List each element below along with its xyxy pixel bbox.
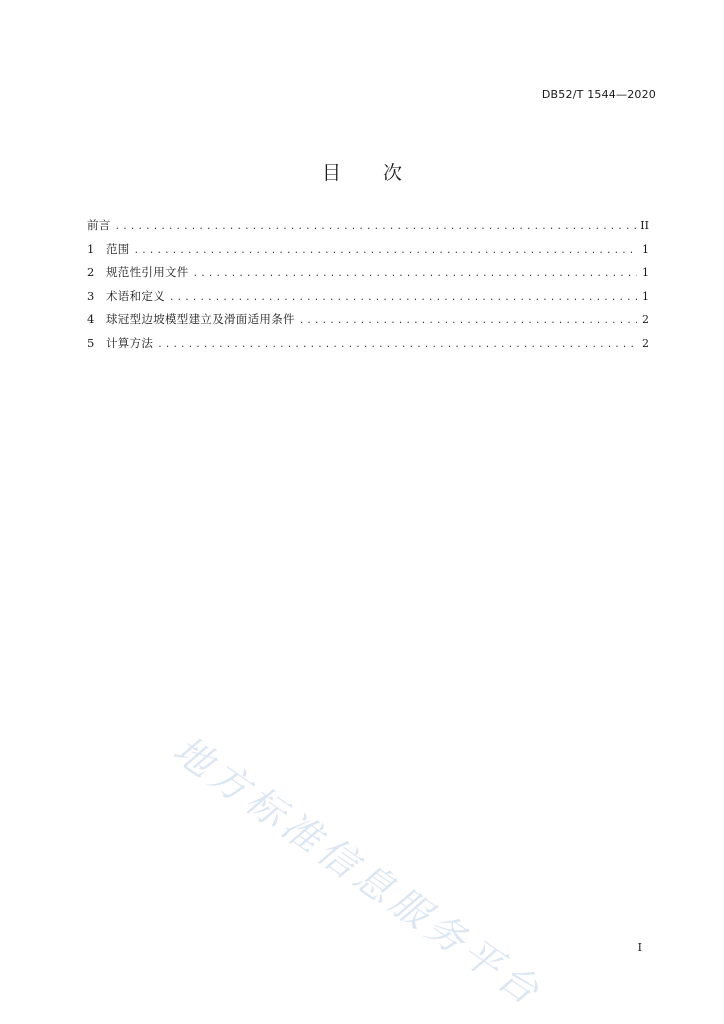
toc-entry-calculation-method[interactable] xyxy=(87,335,649,359)
toc-page-number: II xyxy=(640,219,649,232)
title-char-right: 次 xyxy=(383,162,403,184)
toc-number: 4 xyxy=(87,312,95,327)
toc-leader xyxy=(193,269,637,279)
toc-entry-model-conditions[interactable] xyxy=(87,311,649,335)
toc-leader xyxy=(115,222,637,232)
toc-number: 3 xyxy=(87,288,95,303)
toc-leader xyxy=(134,246,637,256)
toc-leader xyxy=(169,293,637,303)
toc-label: 术语和定义 xyxy=(106,288,165,303)
page-title xyxy=(0,158,724,185)
title-char-left: 目 xyxy=(321,162,341,184)
toc-number: 2 xyxy=(87,265,95,280)
toc-leader xyxy=(299,316,637,326)
toc-page-number: 1 xyxy=(642,266,649,280)
toc-page-number: 1 xyxy=(642,242,649,256)
toc-page-number: 1 xyxy=(642,289,649,303)
toc-label: 前言 xyxy=(87,218,111,232)
table-of-contents xyxy=(87,217,649,359)
toc-label: 规范性引用文件 xyxy=(106,265,189,280)
toc-number: 5 xyxy=(87,335,95,350)
document-code: DB52/T 1544—2020 xyxy=(541,88,656,101)
toc-entry-terms-definitions[interactable] xyxy=(87,288,649,312)
toc-number: 1 xyxy=(87,241,95,256)
toc-label: 范围 xyxy=(106,241,130,256)
toc-entry-scope[interactable] xyxy=(87,241,649,265)
toc-leader xyxy=(157,340,637,350)
page-number: I xyxy=(637,941,642,954)
toc-label: 计算方法 xyxy=(106,335,154,350)
toc-page-number: 2 xyxy=(642,336,649,350)
toc-entry-foreword[interactable] xyxy=(87,217,649,241)
toc-page-number: 2 xyxy=(642,313,649,327)
toc-entry-normative-references[interactable] xyxy=(87,264,649,288)
toc-label: 球冠型边坡模型建立及滑面适用条件 xyxy=(106,312,295,327)
watermark: 地方标准信息服务平台 xyxy=(165,727,552,1016)
